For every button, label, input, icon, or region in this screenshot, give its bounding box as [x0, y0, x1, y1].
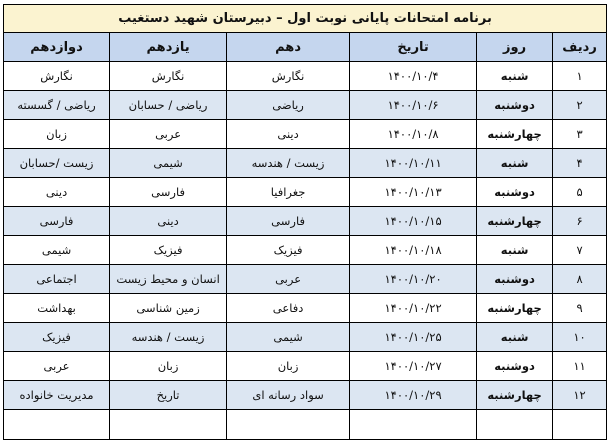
cell-ruz: دوشنبه	[477, 178, 553, 207]
cell-ruz: شنبه	[477, 62, 553, 91]
cell-radif: ۳	[553, 120, 607, 149]
cell-davazdahom: مدیریت خانواده	[4, 381, 110, 410]
exam-schedule-table	[3, 4, 607, 440]
cell-davazdahom: فیزیک	[4, 323, 110, 352]
cell-yazdahom: نگارش	[110, 62, 227, 91]
cell-ruz: دوشنبه	[477, 352, 553, 381]
cell-ruz: دوشنبه	[477, 265, 553, 294]
cell-dahom: نگارش	[227, 62, 350, 91]
cell-yazdahom: دینی	[110, 207, 227, 236]
table-row	[4, 149, 607, 178]
cell-radif: ۹	[553, 294, 607, 323]
cell-date: ۱۴۰۰/۱۰/۱۳	[350, 178, 477, 207]
cell-davazdahom: بهداشت	[4, 294, 110, 323]
cell-yazdahom: زبان	[110, 352, 227, 381]
cell-ruz: چهارشنبه	[477, 381, 553, 410]
cell-dahom: جغرافیا	[227, 178, 350, 207]
cell-davazdahom: دینی	[4, 178, 110, 207]
cell-date: ۱۴۰۰/۱۰/۲۲	[350, 294, 477, 323]
cell-yazdahom: زیست / هندسه	[110, 323, 227, 352]
table-row	[4, 323, 607, 352]
empty-cell	[553, 410, 607, 440]
cell-radif: ۸	[553, 265, 607, 294]
cell-ruz: شنبه	[477, 236, 553, 265]
table-row	[4, 91, 607, 120]
exam-schedule-sheet	[3, 4, 606, 444]
cell-dahom: دینی	[227, 120, 350, 149]
table-row	[4, 294, 607, 323]
table-row	[4, 236, 607, 265]
cell-ruz: چهارشنبه	[477, 207, 553, 236]
cell-radif: ۵	[553, 178, 607, 207]
cell-yazdahom: عربی	[110, 120, 227, 149]
cell-radif: ۷	[553, 236, 607, 265]
cell-dahom: شیمی	[227, 323, 350, 352]
table-row	[4, 352, 607, 381]
table-row	[4, 120, 607, 149]
table-row	[4, 265, 607, 294]
cell-yazdahom: زمین شناسی	[110, 294, 227, 323]
cell-yazdahom: شیمی	[110, 149, 227, 178]
cell-davazdahom: اجتماعی	[4, 265, 110, 294]
cell-dahom: فارسی	[227, 207, 350, 236]
cell-dahom: عربی	[227, 265, 350, 294]
cell-radif: ۱۲	[553, 381, 607, 410]
cell-date: ۱۴۰۰/۱۰/۲۵	[350, 323, 477, 352]
header-yazdahom: یازدهم	[110, 33, 227, 62]
cell-yazdahom: تاریخ	[110, 381, 227, 410]
cell-date: ۱۴۰۰/۱۰/۶	[350, 91, 477, 120]
schedule-title: برنامه امتحانات پایانی نوبت اول – دبیرستان شهید دستغیب	[4, 5, 607, 33]
cell-radif: ۴	[553, 149, 607, 178]
cell-radif: ۲	[553, 91, 607, 120]
cell-date: ۱۴۰۰/۱۰/۲۹	[350, 381, 477, 410]
cell-yazdahom: فیزیک	[110, 236, 227, 265]
empty-cell	[110, 410, 227, 440]
cell-date: ۱۴۰۰/۱۰/۱۸	[350, 236, 477, 265]
cell-dahom: دفاعی	[227, 294, 350, 323]
cell-yazdahom: انسان و محیط زیست	[110, 265, 227, 294]
table-row	[4, 62, 607, 91]
header-date: تاریخ	[350, 33, 477, 62]
cell-ruz: دوشنبه	[477, 91, 553, 120]
header-davazdahom: دوازدهم	[4, 33, 110, 62]
header-dahom: دهم	[227, 33, 350, 62]
cell-davazdahom: ریاضی / گسسته	[4, 91, 110, 120]
table-row	[4, 207, 607, 236]
cell-radif: ۱	[553, 62, 607, 91]
cell-radif: ۱۱	[553, 352, 607, 381]
table-row	[4, 178, 607, 207]
cell-date: ۱۴۰۰/۱۰/۴	[350, 62, 477, 91]
cell-date: ۱۴۰۰/۱۰/۲۰	[350, 265, 477, 294]
empty-row	[4, 410, 607, 440]
cell-dahom: زیست / هندسه	[227, 149, 350, 178]
cell-davazdahom: فارسی	[4, 207, 110, 236]
empty-cell	[227, 410, 350, 440]
empty-cell	[477, 410, 553, 440]
title-row	[4, 5, 607, 33]
cell-date: ۱۴۰۰/۱۰/۱۵	[350, 207, 477, 236]
header-ruz: روز	[477, 33, 553, 62]
header-radif: ردیف	[553, 33, 607, 62]
cell-date: ۱۴۰۰/۱۰/۸	[350, 120, 477, 149]
cell-radif: ۶	[553, 207, 607, 236]
empty-cell	[350, 410, 477, 440]
cell-radif: ۱۰	[553, 323, 607, 352]
empty-cell	[4, 410, 110, 440]
cell-ruz: شنبه	[477, 323, 553, 352]
schedule-body	[4, 62, 607, 440]
cell-dahom: زبان	[227, 352, 350, 381]
cell-ruz: چهارشنبه	[477, 120, 553, 149]
cell-davazdahom: نگارش	[4, 62, 110, 91]
cell-date: ۱۴۰۰/۱۰/۲۷	[350, 352, 477, 381]
table-row	[4, 381, 607, 410]
cell-ruz: شنبه	[477, 149, 553, 178]
cell-dahom: سواد رسانه ای	[227, 381, 350, 410]
header-row	[4, 33, 607, 62]
cell-ruz: چهارشنبه	[477, 294, 553, 323]
cell-davazdahom: زیست /حسابان	[4, 149, 110, 178]
cell-yazdahom: فارسی	[110, 178, 227, 207]
cell-date: ۱۴۰۰/۱۰/۱۱	[350, 149, 477, 178]
cell-davazdahom: شیمی	[4, 236, 110, 265]
cell-dahom: ریاضی	[227, 91, 350, 120]
cell-davazdahom: زبان	[4, 120, 110, 149]
cell-yazdahom: ریاضی / حسابان	[110, 91, 227, 120]
cell-davazdahom: عربی	[4, 352, 110, 381]
cell-dahom: فیزیک	[227, 236, 350, 265]
